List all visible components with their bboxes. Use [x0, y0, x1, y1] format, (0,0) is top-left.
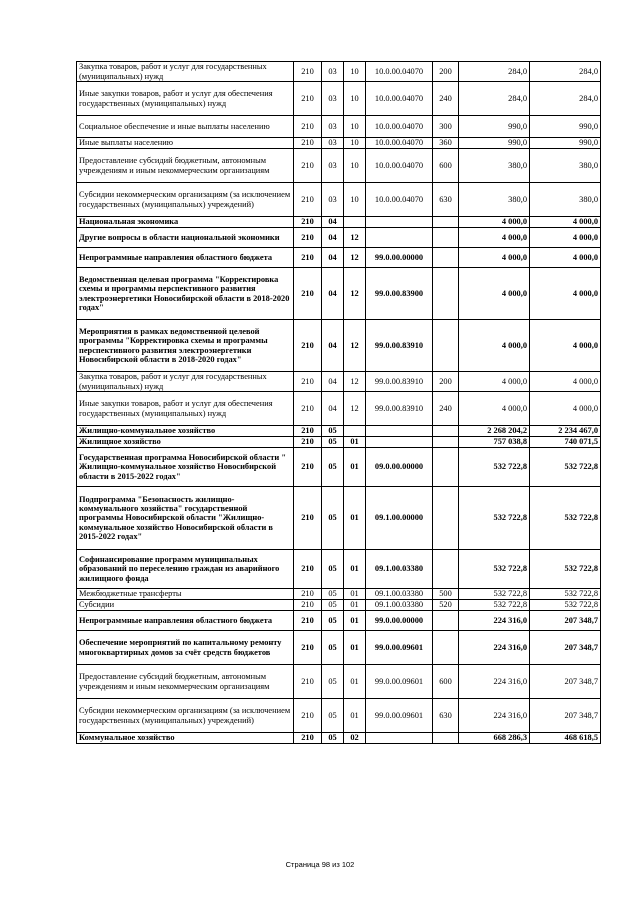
row-admin-code-cell: 210: [294, 372, 322, 392]
row-admin-code-cell: 210: [294, 631, 322, 665]
row-expense-type-cell: 240: [433, 82, 459, 116]
table-row: [77, 611, 601, 631]
row-target-article-cell: 10.0.00.04070: [366, 62, 433, 82]
row-target-article-cell: 99.0.00.09601: [366, 699, 433, 733]
row-expense-type-cell: 500: [433, 589, 459, 600]
row-target-article-cell: 09.1.00.03380: [366, 589, 433, 600]
row-admin-code-cell: 210: [294, 426, 322, 437]
row-amount-year2-cell: 284,0: [530, 82, 601, 116]
row-amount-year2-cell: 380,0: [530, 183, 601, 217]
row-subsection-cell: 12: [344, 372, 366, 392]
row-admin-code-cell: 210: [294, 62, 322, 82]
row-section-cell: 05: [322, 487, 344, 550]
row-expense-type-cell: 360: [433, 138, 459, 149]
row-target-article-cell: 99.0.00.83910: [366, 372, 433, 392]
row-admin-code-cell: 210: [294, 183, 322, 217]
row-admin-code-cell: 210: [294, 149, 322, 183]
row-target-article-cell: 09.1.00.03380: [366, 600, 433, 611]
row-subsection-cell: 01: [344, 437, 366, 448]
row-expense-type-cell: 630: [433, 183, 459, 217]
row-amount-year2-cell: 207 348,7: [530, 699, 601, 733]
row-subsection-cell: [344, 217, 366, 228]
row-expense-type-cell: [433, 550, 459, 589]
row-target-article-cell: [366, 426, 433, 437]
row-expense-type-cell: [433, 228, 459, 248]
budget-table: [76, 61, 601, 744]
row-admin-code-cell: 210: [294, 228, 322, 248]
row-expense-type-cell: 600: [433, 149, 459, 183]
row-target-article-cell: 99.0.00.00000: [366, 611, 433, 631]
row-amount-year2-cell: 207 348,7: [530, 611, 601, 631]
row-admin-code-cell: 210: [294, 82, 322, 116]
row-target-article-cell: [366, 733, 433, 744]
row-admin-code-cell: 210: [294, 320, 322, 372]
row-name-cell: Подпрограмма "Безопасность жилищно-коммунального хозяйства" государственной программы Новосибирской области "Жилищно-коммунальное хозяйство Новосибирской области в 2015-2022 годах": [77, 487, 294, 550]
row-admin-code-cell: 210: [294, 268, 322, 320]
row-amount-year2-cell: 532 722,8: [530, 600, 601, 611]
row-target-article-cell: 99.0.00.00000: [366, 248, 433, 268]
row-section-cell: 05: [322, 631, 344, 665]
row-subsection-cell: 01: [344, 665, 366, 699]
row-subsection-cell: 12: [344, 248, 366, 268]
row-target-article-cell: 99.0.00.83910: [366, 392, 433, 426]
row-amount-year2-cell: 4 000,0: [530, 248, 601, 268]
row-section-cell: 05: [322, 437, 344, 448]
table-row: [77, 183, 601, 217]
row-name-cell: Иные выплаты населению: [77, 138, 294, 149]
row-admin-code-cell: 210: [294, 392, 322, 426]
row-subsection-cell: 01: [344, 631, 366, 665]
row-name-cell: Коммунальное хозяйство: [77, 733, 294, 744]
row-amount-year1-cell: 532 722,8: [459, 487, 530, 550]
row-expense-type-cell: [433, 320, 459, 372]
table-row: [77, 733, 601, 744]
row-subsection-cell: 10: [344, 183, 366, 217]
row-section-cell: 04: [322, 320, 344, 372]
row-amount-year2-cell: 532 722,8: [530, 448, 601, 487]
table-row: [77, 426, 601, 437]
row-amount-year1-cell: 224 316,0: [459, 665, 530, 699]
row-amount-year1-cell: 224 316,0: [459, 611, 530, 631]
row-subsection-cell: [344, 426, 366, 437]
row-amount-year1-cell: 532 722,8: [459, 550, 530, 589]
row-subsection-cell: 12: [344, 392, 366, 426]
row-section-cell: 04: [322, 268, 344, 320]
row-admin-code-cell: 210: [294, 600, 322, 611]
row-admin-code-cell: 210: [294, 550, 322, 589]
row-expense-type-cell: [433, 248, 459, 268]
row-admin-code-cell: 210: [294, 699, 322, 733]
row-admin-code-cell: 210: [294, 217, 322, 228]
row-name-cell: Национальная экономика: [77, 217, 294, 228]
row-name-cell: Иные закупки товаров, работ и услуг для обеспечения государственных (муниципальных) нужд: [77, 82, 294, 116]
table-row: [77, 138, 601, 149]
row-target-article-cell: [366, 437, 433, 448]
row-amount-year1-cell: 757 038,8: [459, 437, 530, 448]
row-target-article-cell: 99.0.00.09601: [366, 631, 433, 665]
row-name-cell: Субсидии: [77, 600, 294, 611]
row-section-cell: 05: [322, 448, 344, 487]
row-expense-type-cell: 240: [433, 392, 459, 426]
row-expense-type-cell: [433, 611, 459, 631]
row-section-cell: 03: [322, 62, 344, 82]
row-subsection-cell: 10: [344, 138, 366, 149]
row-name-cell: Предоставление субсидий бюджетным, автономным учреждениям и иным некоммерческим организациям: [77, 149, 294, 183]
row-target-article-cell: 10.0.00.04070: [366, 149, 433, 183]
row-section-cell: 05: [322, 550, 344, 589]
row-name-cell: Непрограммные направления областного бюджета: [77, 611, 294, 631]
row-amount-year1-cell: 4 000,0: [459, 372, 530, 392]
row-name-cell: Субсидии некоммерческим организациям (за исключением государственных (муниципальных) учреждений): [77, 699, 294, 733]
table-row: [77, 82, 601, 116]
row-amount-year2-cell: 207 348,7: [530, 631, 601, 665]
row-subsection-cell: 12: [344, 320, 366, 372]
row-target-article-cell: 09.1.00.03380: [366, 550, 433, 589]
row-name-cell: Мероприятия в рамках ведомственной целевой программы "Корректировка схемы и программы перспективного развития электроэнергетики Новосибирской области в 2018-2020 годах": [77, 320, 294, 372]
row-subsection-cell: 12: [344, 228, 366, 248]
row-subsection-cell: 10: [344, 62, 366, 82]
row-target-article-cell: 99.0.00.83900: [366, 268, 433, 320]
row-section-cell: 04: [322, 392, 344, 426]
row-expense-type-cell: 200: [433, 62, 459, 82]
row-expense-type-cell: [433, 733, 459, 744]
row-target-article-cell: 10.0.00.04070: [366, 82, 433, 116]
row-subsection-cell: 10: [344, 82, 366, 116]
row-amount-year1-cell: 532 722,8: [459, 589, 530, 600]
row-section-cell: 03: [322, 149, 344, 183]
row-expense-type-cell: 520: [433, 600, 459, 611]
row-amount-year2-cell: 990,0: [530, 116, 601, 138]
row-name-cell: Предоставление субсидий бюджетным, автономным учреждениям и иным некоммерческим организациям: [77, 665, 294, 699]
row-admin-code-cell: 210: [294, 248, 322, 268]
row-target-article-cell: 10.0.00.04070: [366, 138, 433, 149]
row-amount-year1-cell: 4 000,0: [459, 392, 530, 426]
row-section-cell: 05: [322, 600, 344, 611]
row-subsection-cell: 10: [344, 149, 366, 183]
row-name-cell: Жилищно-коммунальное хозяйство: [77, 426, 294, 437]
row-section-cell: 03: [322, 138, 344, 149]
table-row: [77, 149, 601, 183]
row-subsection-cell: 10: [344, 116, 366, 138]
row-subsection-cell: 01: [344, 589, 366, 600]
row-amount-year2-cell: 4 000,0: [530, 320, 601, 372]
row-expense-type-cell: [433, 437, 459, 448]
row-subsection-cell: 01: [344, 611, 366, 631]
table-row: [77, 217, 601, 228]
table-row: [77, 437, 601, 448]
row-amount-year1-cell: 532 722,8: [459, 600, 530, 611]
table-row: [77, 631, 601, 665]
row-amount-year1-cell: 284,0: [459, 82, 530, 116]
row-subsection-cell: 01: [344, 550, 366, 589]
row-target-article-cell: [366, 228, 433, 248]
row-expense-type-cell: [433, 631, 459, 665]
row-section-cell: 03: [322, 183, 344, 217]
row-target-article-cell: [366, 217, 433, 228]
row-amount-year2-cell: 532 722,8: [530, 487, 601, 550]
row-admin-code-cell: 210: [294, 611, 322, 631]
row-target-article-cell: 09.0.00.00000: [366, 448, 433, 487]
row-expense-type-cell: [433, 487, 459, 550]
row-name-cell: Социальное обеспечение и иные выплаты населению: [77, 116, 294, 138]
row-amount-year2-cell: 990,0: [530, 138, 601, 149]
row-amount-year1-cell: 224 316,0: [459, 631, 530, 665]
row-target-article-cell: 99.0.00.09601: [366, 665, 433, 699]
row-admin-code-cell: 210: [294, 487, 322, 550]
row-section-cell: 05: [322, 426, 344, 437]
row-name-cell: Иные закупки товаров, работ и услуг для обеспечения государственных (муниципальных) нужд: [77, 392, 294, 426]
row-amount-year2-cell: 4 000,0: [530, 228, 601, 248]
row-section-cell: 04: [322, 217, 344, 228]
row-subsection-cell: 01: [344, 448, 366, 487]
row-amount-year1-cell: 2 268 204,2: [459, 426, 530, 437]
row-name-cell: Софинансирование программ муниципальных образований по переселению граждан из аварийного жилищного фонда: [77, 550, 294, 589]
row-amount-year2-cell: 2 234 467,0: [530, 426, 601, 437]
table-row: [77, 448, 601, 487]
row-amount-year1-cell: 4 000,0: [459, 228, 530, 248]
row-name-cell: Другие вопросы в области национальной экономики: [77, 228, 294, 248]
row-amount-year2-cell: 4 000,0: [530, 217, 601, 228]
row-amount-year2-cell: 4 000,0: [530, 372, 601, 392]
row-admin-code-cell: 210: [294, 138, 322, 149]
row-section-cell: 03: [322, 82, 344, 116]
row-amount-year2-cell: 207 348,7: [530, 665, 601, 699]
row-name-cell: Закупка товаров, работ и услуг для государственных (муниципальных) нужд: [77, 372, 294, 392]
row-amount-year2-cell: 284,0: [530, 62, 601, 82]
row-expense-type-cell: [433, 448, 459, 487]
row-section-cell: 04: [322, 372, 344, 392]
table-row: [77, 228, 601, 248]
table-row: [77, 248, 601, 268]
table-row: [77, 600, 601, 611]
row-amount-year1-cell: 4 000,0: [459, 268, 530, 320]
row-expense-type-cell: 300: [433, 116, 459, 138]
row-section-cell: 05: [322, 699, 344, 733]
row-admin-code-cell: 210: [294, 448, 322, 487]
row-admin-code-cell: 210: [294, 665, 322, 699]
page-footer: Страница 98 из 102: [285, 860, 355, 869]
row-name-cell: Закупка товаров, работ и услуг для государственных (муниципальных) нужд: [77, 62, 294, 82]
row-expense-type-cell: 200: [433, 372, 459, 392]
row-target-article-cell: 09.1.00.00000: [366, 487, 433, 550]
row-subsection-cell: 02: [344, 733, 366, 744]
row-target-article-cell: 10.0.00.04070: [366, 183, 433, 217]
row-amount-year1-cell: 4 000,0: [459, 320, 530, 372]
row-section-cell: 05: [322, 589, 344, 600]
row-admin-code-cell: 210: [294, 733, 322, 744]
row-amount-year2-cell: 4 000,0: [530, 392, 601, 426]
row-name-cell: Ведомственная целевая программа "Корректировка схемы и программы перспективного развития электроэнергетики Новосибирской области в 2018-2020 годах": [77, 268, 294, 320]
row-amount-year2-cell: 380,0: [530, 149, 601, 183]
row-expense-type-cell: [433, 217, 459, 228]
row-amount-year1-cell: 990,0: [459, 116, 530, 138]
row-amount-year2-cell: 532 722,8: [530, 589, 601, 600]
row-amount-year1-cell: 284,0: [459, 62, 530, 82]
row-amount-year1-cell: 380,0: [459, 149, 530, 183]
row-amount-year1-cell: 532 722,8: [459, 448, 530, 487]
table-row: [77, 487, 601, 550]
table-row: [77, 268, 601, 320]
row-expense-type-cell: 630: [433, 699, 459, 733]
row-amount-year2-cell: 740 071,5: [530, 437, 601, 448]
table-row: [77, 665, 601, 699]
row-section-cell: 04: [322, 248, 344, 268]
row-name-cell: Межбюджетные трансферты: [77, 589, 294, 600]
row-name-cell: Субсидии некоммерческим организациям (за исключением государственных (муниципальных) учреждений): [77, 183, 294, 217]
row-expense-type-cell: [433, 426, 459, 437]
table-row: [77, 116, 601, 138]
row-amount-year2-cell: 4 000,0: [530, 268, 601, 320]
row-amount-year1-cell: 4 000,0: [459, 217, 530, 228]
row-subsection-cell: 01: [344, 600, 366, 611]
table-row: [77, 372, 601, 392]
row-expense-type-cell: [433, 268, 459, 320]
row-name-cell: Непрограммные направления областного бюджета: [77, 248, 294, 268]
table-row: [77, 699, 601, 733]
table-row: [77, 62, 601, 82]
row-section-cell: 03: [322, 116, 344, 138]
row-subsection-cell: 12: [344, 268, 366, 320]
row-subsection-cell: 01: [344, 487, 366, 550]
row-amount-year2-cell: 468 618,5: [530, 733, 601, 744]
table-row: [77, 550, 601, 589]
row-amount-year1-cell: 990,0: [459, 138, 530, 149]
row-expense-type-cell: 600: [433, 665, 459, 699]
row-section-cell: 05: [322, 611, 344, 631]
row-section-cell: 04: [322, 228, 344, 248]
row-name-cell: Жилищное хозяйство: [77, 437, 294, 448]
row-admin-code-cell: 210: [294, 589, 322, 600]
table-row: [77, 589, 601, 600]
row-amount-year1-cell: 668 286,3: [459, 733, 530, 744]
row-section-cell: 05: [322, 733, 344, 744]
row-admin-code-cell: 210: [294, 116, 322, 138]
row-amount-year1-cell: 380,0: [459, 183, 530, 217]
row-admin-code-cell: 210: [294, 437, 322, 448]
row-amount-year1-cell: 4 000,0: [459, 248, 530, 268]
table-row: [77, 392, 601, 426]
row-target-article-cell: 10.0.00.04070: [366, 116, 433, 138]
row-amount-year1-cell: 224 316,0: [459, 699, 530, 733]
row-amount-year2-cell: 532 722,8: [530, 550, 601, 589]
row-target-article-cell: 99.0.00.83910: [366, 320, 433, 372]
row-subsection-cell: 01: [344, 699, 366, 733]
row-section-cell: 05: [322, 665, 344, 699]
row-name-cell: Обеспечение мероприятий по капитальному ремонту многоквартирных домов за счёт средств бюджетов: [77, 631, 294, 665]
table-row: [77, 320, 601, 372]
row-name-cell: Государственная программа Новосибирской области " Жилищно-коммунальное хозяйство Новосибирской области в 2015-2022 годах": [77, 448, 294, 487]
